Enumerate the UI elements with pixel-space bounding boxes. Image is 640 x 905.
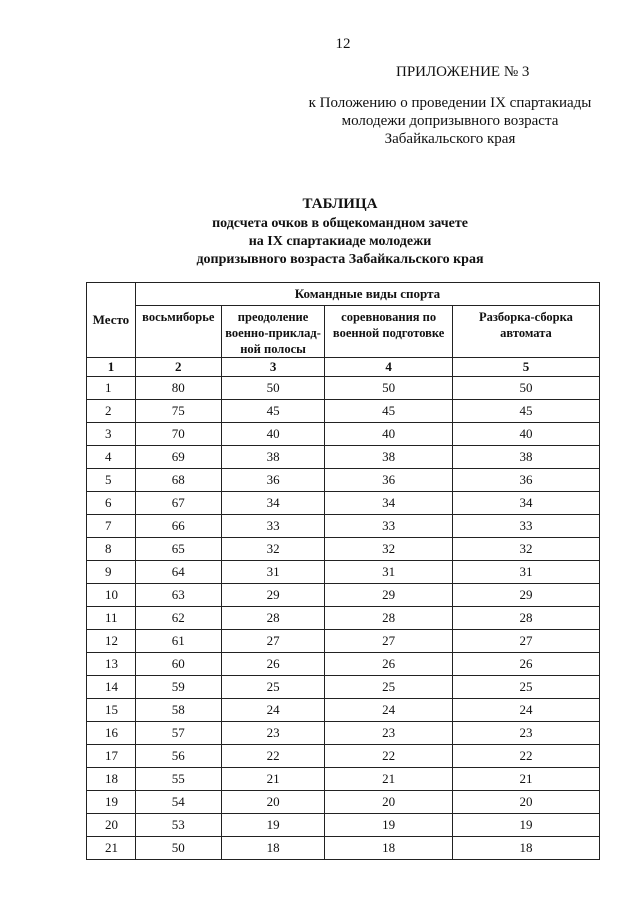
- table-row: [87, 607, 600, 630]
- subtitle-line: подсчета очков в общекомандном зачете: [212, 216, 468, 231]
- appendix-label: ПРИЛОЖЕНИЕ № 3: [396, 64, 530, 80]
- sport-header-octathlon: [135, 306, 221, 358]
- points-cell: 33: [452, 515, 599, 538]
- points-cell: 38: [221, 446, 325, 469]
- place-cell: 1: [87, 377, 136, 400]
- table-row: [87, 814, 600, 837]
- place-cell: 2: [87, 400, 136, 423]
- table-row: [87, 630, 600, 653]
- table-row: [87, 745, 600, 768]
- points-cell: 65: [135, 538, 221, 561]
- points-cell: 40: [325, 423, 453, 446]
- points-cell: 19: [325, 814, 453, 837]
- reference-line: молодежи допризывного возраста: [341, 113, 559, 129]
- table-row: [87, 446, 600, 469]
- points-cell: 62: [135, 607, 221, 630]
- points-cell: 19: [221, 814, 325, 837]
- document-title-block: [150, 196, 530, 269]
- sport-header-line: военно-приклад-: [225, 326, 321, 340]
- points-cell: 45: [221, 400, 325, 423]
- place-cell: 7: [87, 515, 136, 538]
- table-row: [87, 469, 600, 492]
- place-cell: 12: [87, 630, 136, 653]
- points-cell: 59: [135, 676, 221, 699]
- points-cell: 22: [221, 745, 325, 768]
- points-cell: 50: [325, 377, 453, 400]
- place-cell: 19: [87, 791, 136, 814]
- points-cell: 26: [452, 653, 599, 676]
- points-cell: 34: [221, 492, 325, 515]
- points-cell: 27: [452, 630, 599, 653]
- points-cell: 45: [452, 400, 599, 423]
- place-cell: 11: [87, 607, 136, 630]
- points-cell: 67: [135, 492, 221, 515]
- table-row: [87, 584, 600, 607]
- points-cell: 57: [135, 722, 221, 745]
- points-cell: 19: [452, 814, 599, 837]
- points-cell: 31: [221, 561, 325, 584]
- sport-header-line: Разборка-сборка: [479, 310, 573, 324]
- table-row: [87, 653, 600, 676]
- table-row: [87, 423, 600, 446]
- place-cell: 9: [87, 561, 136, 584]
- place-cell: 3: [87, 423, 136, 446]
- place-cell: 6: [87, 492, 136, 515]
- points-cell: 56: [135, 745, 221, 768]
- points-cell: 70: [135, 423, 221, 446]
- points-cell: 54: [135, 791, 221, 814]
- points-cell: 22: [325, 745, 453, 768]
- points-cell: 20: [325, 791, 453, 814]
- scores-table: [86, 282, 600, 860]
- points-cell: 23: [452, 722, 599, 745]
- place-cell: 14: [87, 676, 136, 699]
- points-cell: 29: [221, 584, 325, 607]
- table-row: [87, 515, 600, 538]
- subtitle-line: на IX спартакиаде молодежи: [248, 234, 432, 249]
- sport-header-line: соревнования по: [341, 310, 437, 324]
- points-cell: 40: [221, 423, 325, 446]
- points-cell: 61: [135, 630, 221, 653]
- points-cell: 28: [221, 607, 325, 630]
- column-number: 2: [135, 358, 221, 377]
- table-row: [87, 561, 600, 584]
- place-cell: 15: [87, 699, 136, 722]
- column-number: 1: [87, 358, 136, 377]
- subtitle-line: допризывного возраста Забайкальского края: [196, 252, 484, 267]
- points-cell: 22: [452, 745, 599, 768]
- place-cell: 20: [87, 814, 136, 837]
- sport-header-line: ной полосы: [240, 342, 306, 356]
- scores-table-body: [87, 377, 600, 860]
- points-cell: 20: [221, 791, 325, 814]
- column-number-row: [87, 358, 600, 377]
- points-cell: 55: [135, 768, 221, 791]
- points-cell: 21: [221, 768, 325, 791]
- points-cell: 40: [452, 423, 599, 446]
- points-cell: 32: [325, 538, 453, 561]
- place-cell: 17: [87, 745, 136, 768]
- points-cell: 25: [452, 676, 599, 699]
- points-cell: 28: [325, 607, 453, 630]
- points-cell: 18: [325, 837, 453, 860]
- points-cell: 32: [452, 538, 599, 561]
- column-number: 5: [452, 358, 599, 377]
- points-cell: 38: [452, 446, 599, 469]
- points-cell: 28: [452, 607, 599, 630]
- points-cell: 24: [325, 699, 453, 722]
- reference-line: к Положению о проведении IX спартакиады: [308, 95, 592, 111]
- table-row: [87, 377, 600, 400]
- sport-header-military-training: [325, 306, 453, 358]
- sport-header-line: военной подготовке: [332, 326, 445, 340]
- place-header: Место: [87, 283, 136, 358]
- appendix-reference: [300, 94, 600, 148]
- sport-header-obstacle-course: [221, 306, 325, 358]
- points-cell: 36: [325, 469, 453, 492]
- table-row: [87, 676, 600, 699]
- points-cell: 50: [221, 377, 325, 400]
- place-cell: 18: [87, 768, 136, 791]
- table-row: [87, 699, 600, 722]
- points-cell: 33: [221, 515, 325, 538]
- table-row: [87, 538, 600, 561]
- place-cell: 13: [87, 653, 136, 676]
- points-cell: 64: [135, 561, 221, 584]
- points-cell: 25: [325, 676, 453, 699]
- points-cell: 29: [325, 584, 453, 607]
- table-row: [87, 837, 600, 860]
- points-cell: 34: [452, 492, 599, 515]
- points-cell: 36: [452, 469, 599, 492]
- points-cell: 26: [325, 653, 453, 676]
- points-cell: 68: [135, 469, 221, 492]
- points-cell: 18: [221, 837, 325, 860]
- points-cell: 69: [135, 446, 221, 469]
- points-cell: 53: [135, 814, 221, 837]
- points-cell: 20: [452, 791, 599, 814]
- points-cell: 66: [135, 515, 221, 538]
- points-cell: 58: [135, 699, 221, 722]
- column-number: 4: [325, 358, 453, 377]
- points-cell: 38: [325, 446, 453, 469]
- place-cell: 10: [87, 584, 136, 607]
- points-cell: 31: [452, 561, 599, 584]
- points-cell: 32: [221, 538, 325, 561]
- points-cell: 21: [325, 768, 453, 791]
- document-title: ТАБЛИЦА: [302, 196, 378, 212]
- points-cell: 31: [325, 561, 453, 584]
- points-cell: 18: [452, 837, 599, 860]
- points-cell: 33: [325, 515, 453, 538]
- points-cell: 23: [325, 722, 453, 745]
- table-row: [87, 400, 600, 423]
- points-cell: 50: [135, 837, 221, 860]
- points-cell: 45: [325, 400, 453, 423]
- place-cell: 5: [87, 469, 136, 492]
- points-cell: 36: [221, 469, 325, 492]
- points-cell: 34: [325, 492, 453, 515]
- sport-header-line: преодоление: [237, 310, 309, 324]
- points-cell: 26: [221, 653, 325, 676]
- points-cell: 25: [221, 676, 325, 699]
- team-sports-header: Командные виды спорта: [135, 283, 599, 306]
- sport-header-line: автомата: [500, 326, 552, 340]
- points-cell: 27: [325, 630, 453, 653]
- table-row: [87, 492, 600, 515]
- sport-header-line: восьмиборье: [142, 310, 215, 324]
- points-cell: 21: [452, 768, 599, 791]
- page-number: 12: [335, 36, 351, 52]
- column-number: 3: [221, 358, 325, 377]
- points-cell: 75: [135, 400, 221, 423]
- table-row: [87, 722, 600, 745]
- reference-line: Забайкальского края: [384, 131, 516, 147]
- points-cell: 63: [135, 584, 221, 607]
- points-cell: 50: [452, 377, 599, 400]
- points-cell: 80: [135, 377, 221, 400]
- place-cell: 21: [87, 837, 136, 860]
- place-cell: 8: [87, 538, 136, 561]
- table-row: [87, 768, 600, 791]
- points-cell: 23: [221, 722, 325, 745]
- points-cell: 24: [221, 699, 325, 722]
- place-cell: 4: [87, 446, 136, 469]
- place-cell: 16: [87, 722, 136, 745]
- sport-header-rifle-assembly: [452, 306, 599, 358]
- points-cell: 27: [221, 630, 325, 653]
- table-row: [87, 791, 600, 814]
- points-cell: 24: [452, 699, 599, 722]
- points-cell: 29: [452, 584, 599, 607]
- points-cell: 60: [135, 653, 221, 676]
